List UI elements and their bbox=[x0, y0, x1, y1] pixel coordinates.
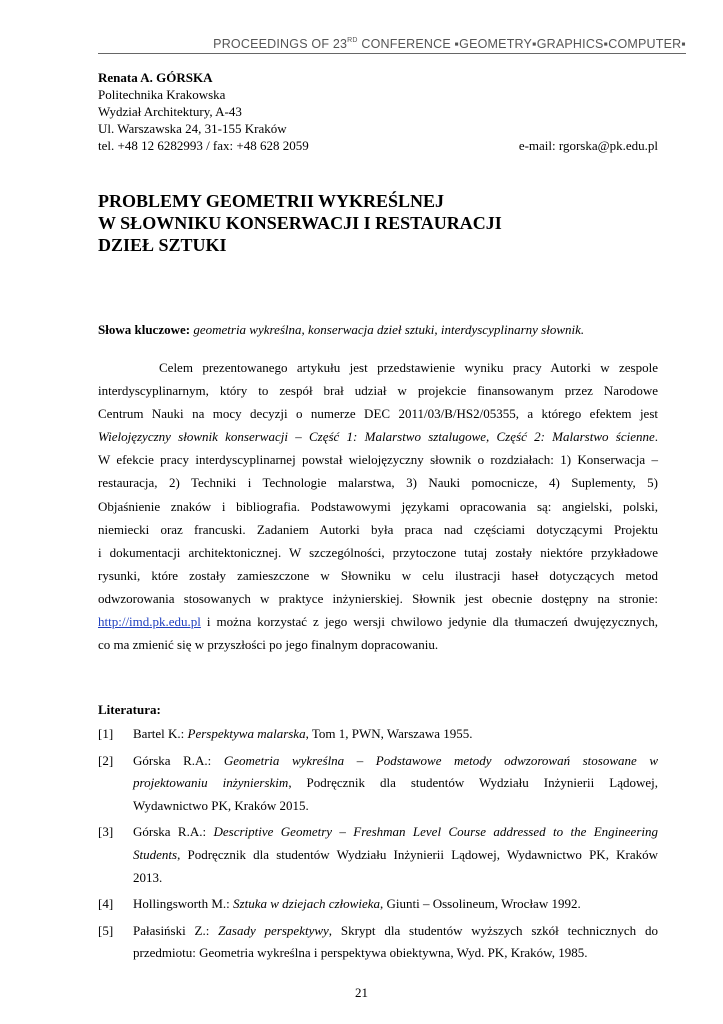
reference-line: Wydawnictwo PK, Kraków 2015. bbox=[133, 797, 309, 813]
abstract-line bbox=[98, 425, 658, 448]
abstract-line: Centrum Nauki na mocy decyzji o numerze DEC 2011/03/B/HS2/05355, a którego efektem jest bbox=[98, 406, 658, 422]
reference-item bbox=[98, 893, 658, 916]
reference-item bbox=[98, 750, 658, 818]
abstract-line: odwzorowania stosowanych w praktyce inżynierskiej. Słownik jest obecnie dostępny na stronie: bbox=[98, 590, 658, 606]
reference-title: Geometria wykreślna – Podstawowe metody odwzorowań stosowane w bbox=[223, 752, 659, 768]
reference-line bbox=[133, 750, 658, 773]
reference-title: Perspektywa malarska bbox=[187, 726, 306, 741]
author-block bbox=[98, 69, 658, 154]
reference-details: , Podręcznik dla studentów Wydziału Inżynierii Lądowej, bbox=[288, 775, 658, 791]
reference-details: , Skrypt dla studentów wyższych szkół technicznych do bbox=[328, 922, 658, 938]
abstract-period: . bbox=[654, 429, 658, 445]
reference-author: Hollingsworth M.: bbox=[133, 896, 234, 912]
phone-fax: tel. +48 12 6282993 / fax: +48 628 2059 bbox=[98, 138, 309, 153]
reference-details: , Podręcznik dla studentów Wydziału Inżynierii Lądowej, Wydawnictwo PK, Kraków bbox=[177, 846, 658, 862]
abstract-line: niemiecki oraz francuski. Zadaniem Autorki była praca nad częściami dotyczącymi Projektu bbox=[98, 521, 658, 537]
title-line-1: PROBLEMY GEOMETRII WYKREŚLNEJ bbox=[98, 191, 445, 211]
running-header bbox=[98, 37, 686, 51]
abstract-line-rest: i można korzystać z jego wersji chwilowo jedynie dla tłumaczeń dwujęzycznych, bbox=[200, 614, 658, 630]
reference-line bbox=[133, 920, 658, 943]
reference-title: projektowaniu inżynierskim bbox=[133, 775, 289, 791]
reference-line bbox=[133, 821, 658, 844]
reference-author: Bartel K.: bbox=[133, 726, 188, 741]
reference-line bbox=[133, 772, 658, 795]
affiliation-address: Ul. Warszawska 24, 31-155 Kraków bbox=[98, 121, 287, 136]
reference-number: [3] bbox=[98, 824, 114, 840]
reference-title: Descriptive Geometry – Freshman Level Course addressed to the Engineering bbox=[213, 824, 659, 840]
reference-author: Górska R.A.: bbox=[133, 824, 214, 840]
dictionary-title: Wielojęzyczny słownik konserwacji – Część 1: Malarstwo sztalugowe, Część 2: Malarstwo ścienne bbox=[98, 429, 655, 445]
reference-number: [4] bbox=[98, 896, 114, 912]
abstract-line: restauracja, 2) Techniki i Technologie malarstwa, 3) Nauki pomocnicze, 4) Suplementy, 5) bbox=[98, 475, 658, 491]
abstract-line: W efekcie pracy interdyscyplinarnej powstał wielojęzyczny słownik o rozdziałach: 1) Konserwacja – bbox=[98, 452, 658, 468]
reference-details: , Tom 1, PWN, Warszawa 1955. bbox=[305, 726, 473, 741]
abstract-line bbox=[98, 610, 658, 633]
title-line-3: DZIEŁ SZTUKI bbox=[98, 235, 227, 255]
reference-author: Pałasiński Z.: bbox=[133, 922, 219, 938]
reference-item bbox=[98, 920, 658, 965]
reference-title: Sztuka w dziejach człowieka bbox=[233, 896, 380, 912]
abstract-paragraph bbox=[98, 356, 658, 656]
reference-title: Students bbox=[133, 846, 178, 862]
reference-list bbox=[98, 723, 658, 969]
reference-number: [1] bbox=[98, 726, 114, 741]
reference-number: [5] bbox=[98, 922, 114, 938]
author-name: Renata A. GÓRSKA bbox=[98, 70, 213, 85]
paper-title bbox=[98, 190, 658, 256]
contact-line bbox=[98, 137, 658, 154]
reference-line bbox=[133, 844, 658, 867]
keywords-text: geometria wykreślna, konserwacja dzieł sztuki, interdyscyplinarny słownik. bbox=[190, 322, 585, 337]
reference-item bbox=[98, 821, 658, 889]
reference-line bbox=[133, 893, 658, 916]
affiliation-university: Politechnika Krakowska bbox=[98, 87, 226, 102]
abstract-line: interdyscyplinarnym, który to zespół brał udział w projekcie finansowanym przez Narodowe bbox=[98, 383, 658, 399]
reference-details: , Giunti – Ossolineum, Wrocław 1992. bbox=[380, 896, 581, 912]
keywords-label: Słowa kluczowe: bbox=[98, 322, 191, 337]
header-text: PROCEEDINGS OF 23 bbox=[213, 37, 348, 51]
abstract-line: Celem prezentowanego artykułu jest przedstawienie wyniku pracy Autorki w zespole bbox=[159, 360, 658, 375]
email: e-mail: rgorska@pk.edu.pl bbox=[518, 138, 658, 153]
reference-title: Zasady perspektywy bbox=[218, 922, 329, 938]
header-rule bbox=[98, 53, 686, 54]
header-superscript: RD bbox=[347, 37, 358, 44]
literature-heading: Literatura: bbox=[98, 702, 161, 717]
page-number: 21 bbox=[355, 985, 368, 1000]
affiliation-faculty: Wydział Architektury, A-43 bbox=[98, 104, 242, 119]
reference-line bbox=[133, 723, 658, 746]
reference-line: przedmiotu: Geometria wykreślna i perspektywa obiektywna, Wyd. PK, Kraków, 1985. bbox=[133, 945, 588, 961]
title-line-2: W SŁOWNIKU KONSERWACJI I RESTAURACJI bbox=[98, 213, 502, 233]
abstract-line: rysunki, które zostały zamieszczone w Słowniku w celu ilustracji haseł dotyczących metod bbox=[98, 567, 658, 583]
header-text-rest: CONFERENCE ▪GEOMETRY▪GRAPHICS▪COMPUTER▪ bbox=[357, 37, 686, 51]
reference-author: Górska R.A.: bbox=[133, 752, 224, 768]
reference-number: [2] bbox=[98, 752, 114, 768]
reference-item bbox=[98, 723, 658, 746]
reference-line: 2013. bbox=[133, 869, 163, 885]
abstract-line: Objaśnienie znaków i bibliografia. Podstawowymi językami opracowania są: angielski, polski, bbox=[98, 498, 658, 514]
dictionary-link[interactable]: http://imd.pk.edu.pl bbox=[98, 614, 201, 630]
keywords bbox=[98, 322, 658, 338]
abstract-line: co ma zmienić się w przyszłości po jego finalnym dopracowaniu. bbox=[98, 637, 439, 653]
abstract-line: i dokumentacji architektonicznej. W szczególności, przytoczone tutaj zostały niektóre przykładowe bbox=[98, 544, 658, 560]
